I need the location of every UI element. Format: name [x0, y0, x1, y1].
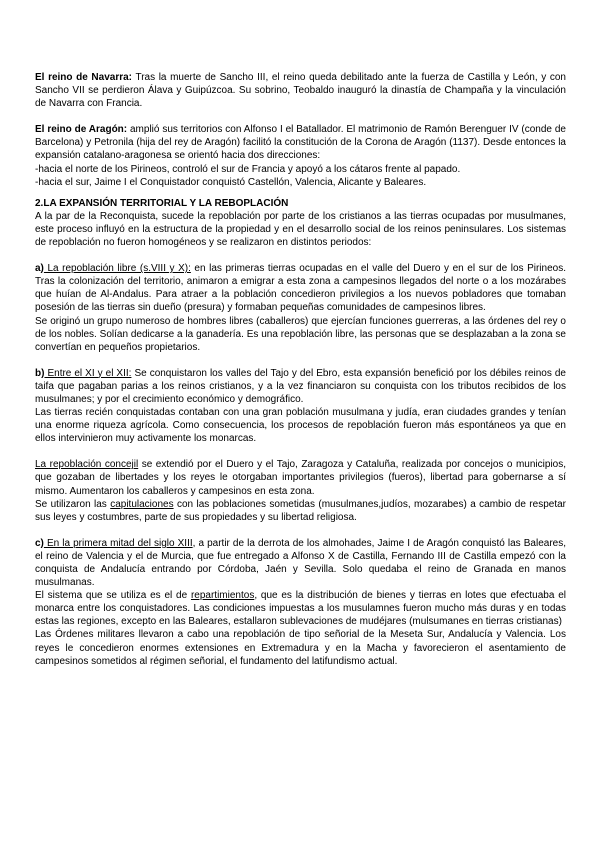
heading-aragon: El reino de Aragón:: [35, 124, 128, 136]
text-part-a: en las primeras tierras ocupadas en el valle del Duero y en el sur de los Pirineos. Tras la colonización del territorio, animaron a emigrar a esta zona a campesinos llegados del norte o a los mozárabes que huían de Al-Andalus. Para atraer a la población concedieron privilegios a los nuevos pobladores que tomaban posesión de las tierras sin dueño (presura) y formaban pequeñas comunidades de campesinos libres.: [35, 263, 566, 314]
text-aragon: amplió sus territorios con Alfonso I el Batallador. El matrimonio de Ramón Berenguer IV (conde de Barcelona) y Petronila (hija del rey de Aragón) facilitó la constitución de la Corona de Aragón (1137). Desde entonces la expansión catalano-aragonesa se orientó hacia dos direcciones:: [35, 124, 566, 162]
heading-siglo-xiii: En la primera mitad del siglo XIII: [43, 537, 193, 549]
label-c: c): [35, 537, 44, 549]
paragraph-part-c-2: [35, 589, 566, 628]
paragraph-part-b: [35, 367, 566, 406]
label-b: b): [35, 367, 45, 379]
text-part-b: Se conquistaron los valles del Tajo y del Ebro, esta expansión benefició por los débiles reinos de taifa que pagaban parias a los reinos cristianos, y a la vez financiaron su conquista con los tributos recibidos de los musulmanes; y por el crecimiento económico y demográfico.: [35, 367, 566, 405]
text-part-c: , a partir de la derrota de los almohades, Jaime I de Aragón conquistó las Baleares, el reino de Valencia y el de Murcia, que fue entregado a Alfonso X de Castilla, Fernando III de Castilla empezó con la conquista de Andalucía entrando por Córdoba, Jaén y Sevilla. Solo quedaba el reino de Granada en manos musulmanas.: [35, 537, 566, 589]
heading-navarra: El reino de Navarra:: [35, 72, 133, 83]
paragraph-concejil-2: [35, 498, 566, 524]
heading-repoblacion-concejil: La repoblación concejil: [35, 459, 139, 471]
text-concejil: se extendió por el Duero y el Tajo, Zaragoza y Cataluña, realizada por concejos o municipios, que gozaban de libertades y los reyes le otorgaban importantes privilegios (fueros), libertad para gobernarse a sí mismo. Aumentaron los caballeros y campesinos en esta zona.: [35, 459, 566, 497]
text-navarra: Tras la muerte de Sancho III, el reino queda debilitado ante la fuerza de Castilla y León, y con Sancho VII se perdieron Álava y Guipúzcoa. Su sobrino, Teobaldo inauguró la dinastía de Champaña y la vinculación de Navarra con Francia.: [35, 72, 566, 110]
label-a: a): [35, 263, 44, 275]
text-concejil-2a: Se utilizaron las: [35, 498, 111, 510]
paragraph-concejil: [35, 458, 566, 497]
paragraph-part-c: [35, 537, 566, 589]
paragraph-part-b-2: Las tierras recién conquistadas contaban con una gran población musulmana y judía, eran ciudades grandes y tenían una enorme riqueza agrícola. Como consecuencia, los procesos de repoblación fueron más espontáneos ya que en ellos intervinieron muy activamente los monarcas.: [35, 407, 566, 445]
paragraph-aragon: [35, 123, 566, 162]
heading-entre-xi-xii: Entre el XI y el XII:: [44, 367, 132, 379]
section-title-expansion: 2.LA EXPANSIÓN TERRITORIAL Y LA REBOPLACIÓN: [35, 197, 289, 209]
paragraph-intro: A la par de la Reconquista, sucede la repoblación por parte de los cristianos a las tierras ocupadas por musulmanes, este proceso influyó en la estructura de la propiedad y en el desarrollo social de los reinos peninsulares. Los sistemas de repoblación no fueron homogéneos y se realizaron en distintos periodos:: [35, 210, 566, 249]
document-body: [35, 71, 566, 668]
text-concejil-2b: con las poblaciones sometidas (musulmanes,judíos, mozarabes) a cambio de respetar sus leyes y costumbres, parte de sus propiedades y su libertad religiosa.: [35, 498, 566, 523]
paragraph-part-a-2: Se originó un grupo numeroso de hombres libres (caballeros) que ejercían funciones guerreras, a las órdenes del rey o de los nobles. Solían dedicarse a la ganadería. Es una repoblación libre, las personas que se desplazaban a la zona se convertían en pequeños propietarios.: [35, 315, 566, 353]
aragon-direction-south: -hacia el sur, Jaime I el Conquistador conquistó Castellón, Valencia, Alicante y Baleares.: [35, 176, 427, 188]
paragraph-part-a: [35, 262, 566, 314]
aragon-direction-north: -hacia el norte de los Pirineos, controló el sur de Francia y apoyó a los cátaros frente al papado.: [35, 163, 461, 175]
paragraph-navarra: [35, 71, 566, 110]
text-part-c-2b: , que es la distribución de bienes y tierras en lotes que efectuaba el monarca entre los conquistadores. Las condiciones impuestas a los musulamnes fueron mucho más duras y en todas estas las regiones, excepto en las Baleares, estallaron sublevaciones de mudéjares (mulsumanes en tierras cristianas): [35, 590, 566, 628]
heading-repoblacion-libre: La repoblación libre (s.VIII y X):: [43, 263, 191, 275]
term-capitulaciones: capitulaciones: [110, 498, 174, 510]
text-part-c-2a: El sistema que se utiliza es el de: [35, 590, 191, 602]
term-repartimientos: repartimientos: [190, 590, 255, 602]
paragraph-part-c-3: Las Órdenes militares llevaron a cabo una repoblación de tipo señorial de la Meseta Sur, Andalucía y Valencia. Los reyes le concedieron enormes extensiones en Extremadura y en la Macha y favorecieron el asentamiento de campesinos sometidos al régimen señorial, el fundamento del latifundismo actual.: [35, 629, 566, 667]
